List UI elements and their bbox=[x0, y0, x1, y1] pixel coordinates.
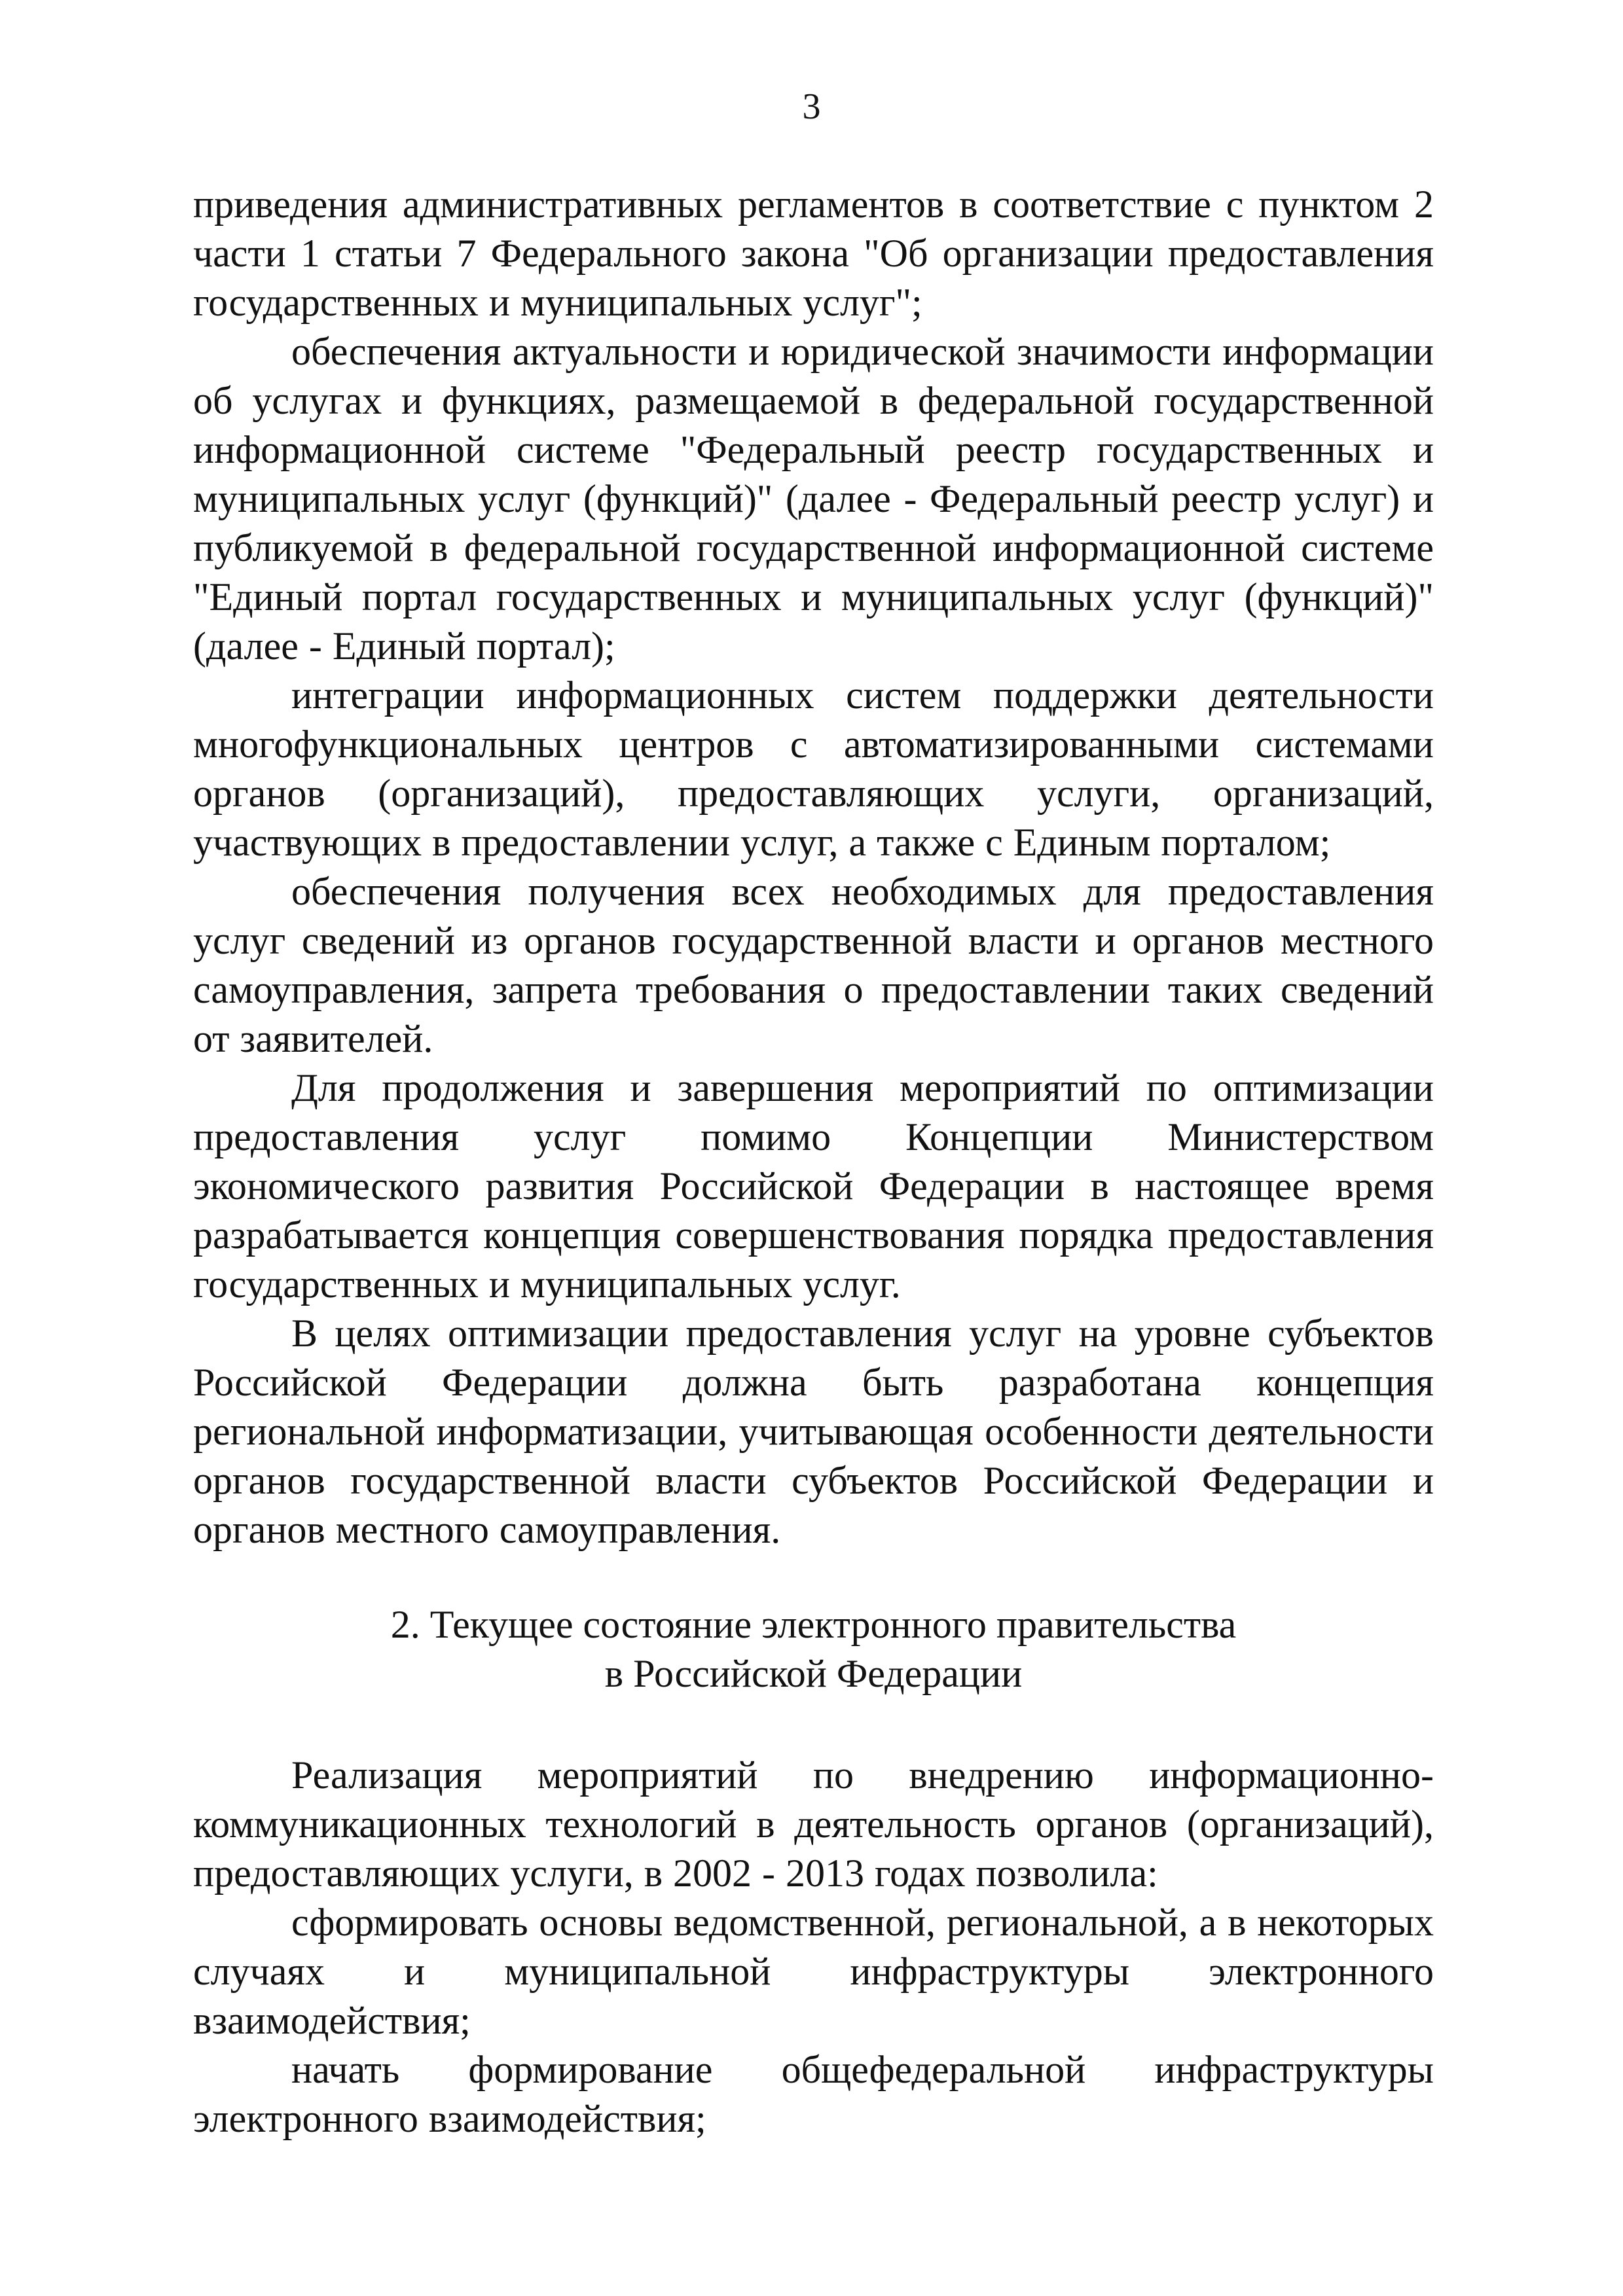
section-heading-line-1: 2. Текущее состояние электронного правительства bbox=[390, 1603, 1237, 1646]
paragraph-regional-informatization: В целях оптимизации предоставления услуг на уровне субъектов Российской Федерации должна быть разработана концепция региональной информатизации, учитывающая особенности деятельности органов государственной власти субъектов Российской Федерации и органов местного самоуправления. bbox=[193, 1312, 1434, 1551]
paragraph-federal-infrastructure: начать формирование общефедеральной инфраструктуры электронного взаимодействия; bbox=[193, 2048, 1434, 2140]
paragraph-relevance: обеспечения актуальности и юридической значимости информации об услугах и функциях, размещаемой в федеральной государственной информационной системе "Федеральный реестр государственных и муниципальных услуг (функций)" (далее - Федеральный реестр услуг) и публикуемой в федеральной государственной информационной системе "Единый портал государственных и муниципальных услуг (функций)" (далее - Единый портал); bbox=[193, 330, 1434, 668]
section-heading bbox=[193, 1600, 1434, 1698]
document-body bbox=[193, 180, 1434, 2144]
paragraph-optimization-concept: Для продолжения и завершения мероприятий по оптимизации предоставления услуг помимо Концепции Министерством экономического развития Российской Федерации в настоящее время разрабатывается концепция совершенствования порядка предоставления государственных и муниципальных услуг. bbox=[193, 1066, 1434, 1306]
paragraph-information-retrieval: обеспечения получения всех необходимых для предоставления услуг сведений из органов государственной власти и органов местного самоуправления, запрета требования о предоставлении таких сведений от заявителей. bbox=[193, 870, 1434, 1060]
page-number: 3 bbox=[802, 86, 821, 127]
paragraph-ict-implementation: Реализация мероприятий по внедрению информационно-коммуникационных технологий в деятельность органов (организаций), предоставляющих услуги, в 2002 - 2013 годах позволила: bbox=[193, 1753, 1434, 1895]
paragraph-integration: интеграции информационных систем поддержки деятельности многофункциональных центров с автоматизированными системами органов (организаций), предоставляющих услуги, организаций, участвующих в предоставлении услуг, а также с Единым порталом; bbox=[193, 673, 1434, 864]
paragraph-infrastructure-basis: сформировать основы ведомственной, региональной, а в некоторых случаях и муниципальной инфраструктуры электронного взаимодействия; bbox=[193, 1901, 1434, 2042]
section-heading-line-2: в Российской Федерации bbox=[604, 1652, 1023, 1695]
paragraph-regulations: приведения административных регламентов в соответствие с пунктом 2 части 1 статьи 7 Федерального закона "Об организации предоставления государственных и муниципальных услуг"; bbox=[193, 183, 1434, 324]
